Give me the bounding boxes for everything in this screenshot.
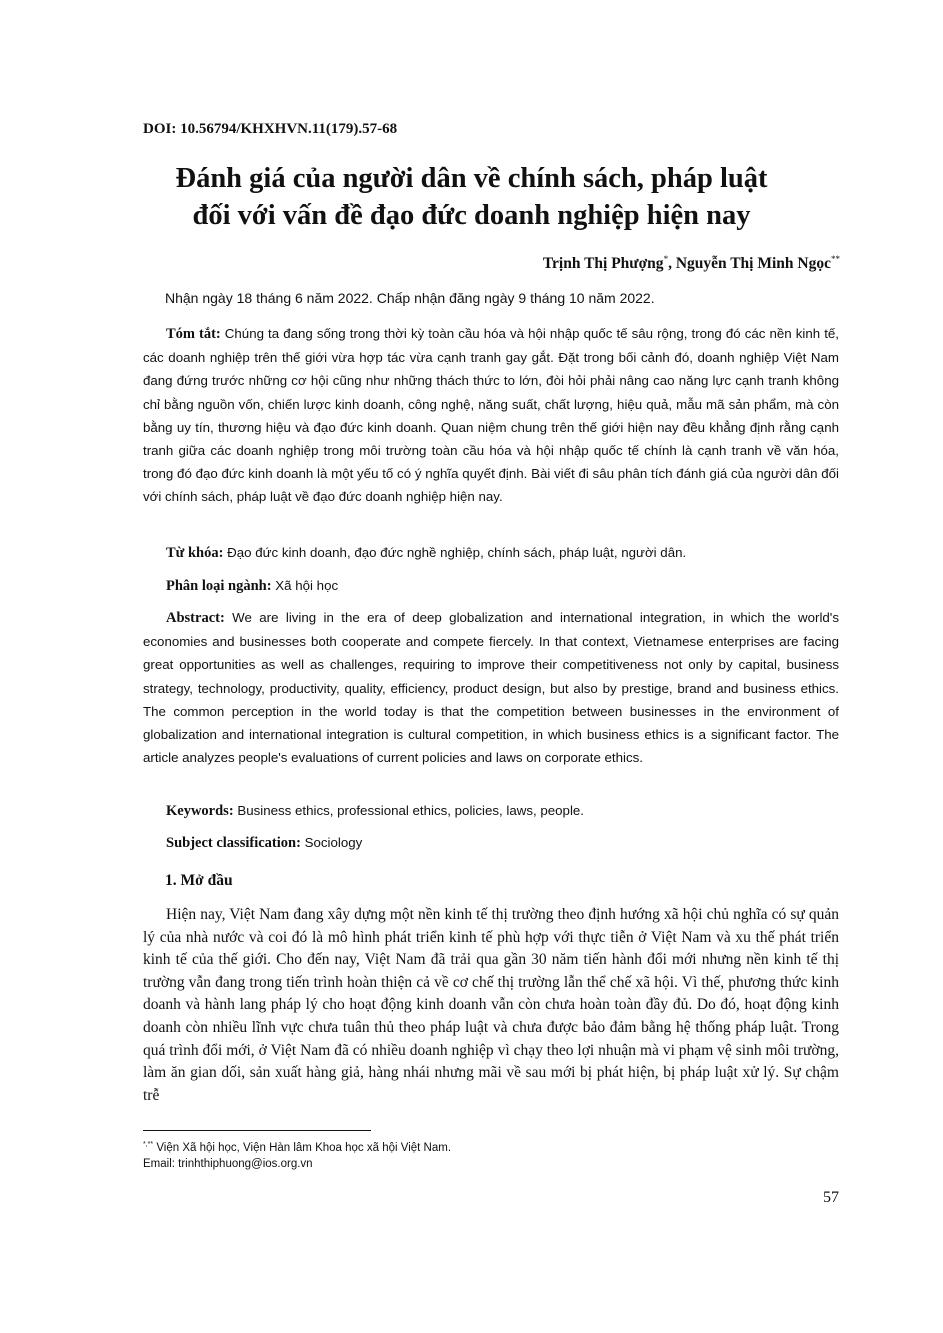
footnote-divider [143,1130,371,1131]
author-2: Nguyễn Thị Minh Ngọc [675,255,831,273]
doi: DOI: 10.56794/KHXHVN.11(179).57-68 [143,121,398,137]
received-date: Nhận ngày 18 tháng 6 năm 2022. Chấp nhận đăng ngày 9 tháng 10 năm 2022. [165,290,655,306]
abstract-vietnamese [143,322,839,509]
abstract-vi-text: Chúng ta đang sống trong thời kỳ toàn cầu hóa và hội nhập quốc tế sâu rộng, trong đó các nền kinh tế, các doanh nghiệp trên thế giới vừa hợp tác vừa cạnh tranh gay gắt. Đặt trong bối cảnh đó, doanh nghiệp Việt Nam đang đứng trước những cơ hội cũng như những thách thức to lớn, đòi hỏi phải nâng cao năng lực cạnh tranh không chỉ bằng nguồn vốn, chiến lược kinh doanh, công nghệ, năng suất, chất lượng, hiệu quả, mẫu mã sản phẩm, mà còn bằng uy tín, thương hiệu và đạo đức kinh doanh. Quan niệm chung trên thế giới hiện nay đều khẳng định rằng cạnh tranh giữa các doanh nghiệp trong môi trường toàn cầu hóa và hội nhập quốc tế chính là cạnh tranh về văn hóa, trong đó đạo đức kinh doanh là một yếu tố có ý nghĩa quyết định. Bài viết đi sâu phân tích đánh giá của người dân đối với chính sách, pháp luật về đạo đức doanh nghiệp hiện nay. [143,326,839,505]
keywords-vietnamese [143,541,839,565]
keywords-vi-text: Đạo đức kinh doanh, đạo đức nghề nghiệp, chính sách, pháp luật, người dân. [223,545,687,560]
subject-en-text: Sociology [300,835,363,850]
subject-en-label: Subject classification: [166,835,301,851]
subject-english [143,831,839,855]
footnote-affiliation-text: Viện Xã hội học, Viện Hàn lâm Khoa học xã hội Việt Nam. [153,1141,452,1154]
section-heading: 1. Mở đầu [165,872,233,889]
footnote-email: Email: trinhthiphuong@ios.org.vn [143,1158,313,1170]
article-title [100,160,843,234]
keywords-vi-label: Từ khóa: [166,545,224,561]
keywords-en-text: Business ethics, professional ethics, policies, laws, people. [233,803,585,818]
page-number: 57 [823,1189,839,1206]
title-line-1: Đánh giá của người dân về chính sách, pháp luật [175,163,768,194]
keywords-en-label: Keywords: [166,803,234,819]
abstract-vi-label: Tóm tắt: [166,326,221,342]
subject-vi-label: Phân loại ngành: [166,578,272,594]
subject-vi-text: Xã hội học [271,578,339,593]
author-1: Trịnh Thị Phượng [542,255,664,273]
title-line-2: đối với vấn đề đạo đức doanh nghiệp hiện nay [192,200,751,231]
abstract-en-text: We are living in the era of deep globalization and international integration, in which the world's economies and businesses both cooperate and compete fiercely. In that context, Vietnamese enterprises are facing great opportunities as well as challenges, requiring to improve their competitiveness not only by capital, business strategy, technology, productivity, quality, efficiency, product design, but also by prestige, brand and business ethics. The common perception in the world today is that the competition between businesses in the environment of globalization and international integration is cultural competition, in which business ethics is a significant factor. The article analyzes people's evaluations of current policies and laws on corporate ethics. [143,610,839,766]
authors [543,254,840,273]
keywords-english [143,799,839,823]
body-paragraph: Hiện nay, Việt Nam đang xây dựng một nền kinh tế thị trường theo định hướng xã hội chủ nghĩa có sự quản lý của nhà nước và coi đó là mô hình phát triển kinh tế phù hợp với thực tiễn ở Việt Nam và xu thế phát triển kinh tế của thế giới. Cho đến nay, Việt Nam đã trải qua gần 30 năm tiến hành đổi mới nhưng nền kinh tế thị trường vẫn đang trong tiến trình hoàn thiện cả về cơ chế thị trường lẫn thể chế xã hội. Vì thế, phương thức kinh doanh và hành lang pháp lý cho hoạt động kinh doanh vẫn còn chưa hoàn toàn đầy đủ. Do đó, hoạt động kinh doanh còn nhiều lĩnh vực chưa tuân thủ theo pháp luật và chưa được bảo đảm bằng hệ thống pháp luật. Trong quá trình đổi mới, ở Việt Nam đã có nhiều doanh nghiệp vì chạy theo lợi nhuận mà vi phạm vệ sinh môi trường, làm ăn gian dối, sản xuất hàng giả, hàng nhái nhưng mãi về sau mới bị phát hiện, bị pháp luật xử lý. Sự chậm trễ [143,906,839,1104]
subject-vietnamese [143,574,839,598]
author-1-mark: * [663,254,669,264]
footnote-affiliation [143,1141,451,1154]
footnote-marks: *,** [143,1141,154,1148]
author-separator: , [668,255,676,273]
abstract-en-label: Abstract: [166,610,225,626]
author-2-mark: ** [831,254,840,264]
abstract-english [143,606,839,769]
